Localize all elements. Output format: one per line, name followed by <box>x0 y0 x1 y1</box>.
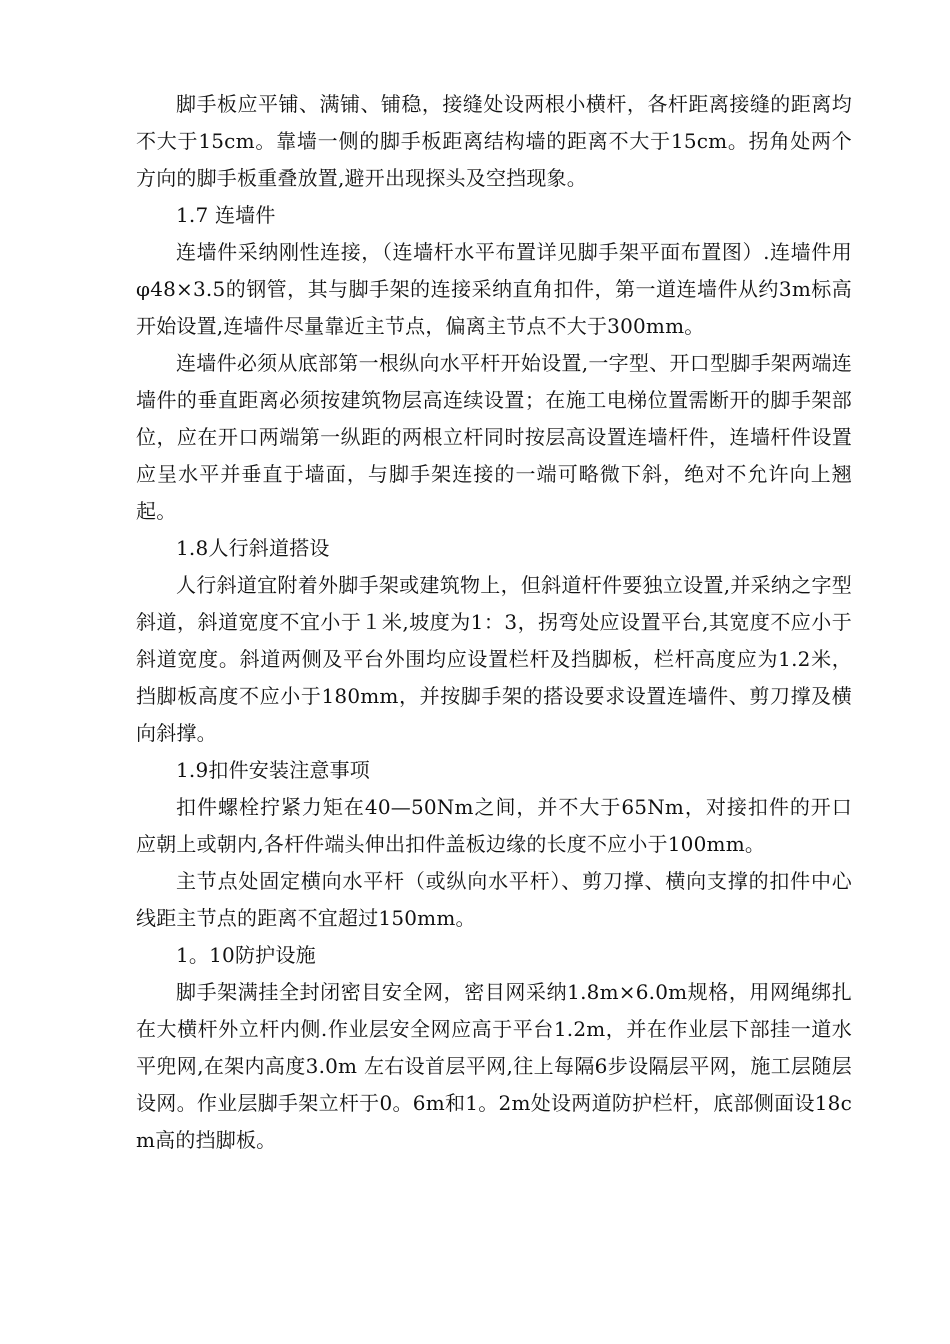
heading-ramp: 1.8人行斜道搭设 <box>176 536 330 560</box>
paragraph-wall-ties-placement: 连墙件必须从底部第一根纵向水平杆开始设置,一字型、开口型脚手架两端连墙件的垂直距离必须按建筑物层高连续设置；在施工电梯位置需断开的脚手架部位，应在开口两端第一纵距的两根立杆同时按层高设置连墙杆件，连墙杆件设置应呈水平并垂直于墙面，与脚手架连接的一端可略微下斜，绝对不允许向上翘起。 <box>136 351 852 523</box>
paragraph-couplers-node: 主节点处固定横向水平杆（或纵向水平杆）、剪刀撑、横向支撑的扣件中心线距主节点的距离不宜超过150mm。 <box>136 869 852 930</box>
paragraph-protection: 脚手架满挂全封闭密目安全网，密目网采纳1.8m×6.0m规格，用网绳绑扎在大横杆外立杆内侧.作业层安全网应高于平台1.2m，并在作业层下部挂一道水平兜网,在架内高度3.0m 左右设首层平网,往上每隔6步设隔层平网，施工层随层设网。作业层脚手架立杆于0。6m和1。2m处设两道防护栏杆，底部侧面设18cm高的挡脚板。 <box>136 980 852 1152</box>
heading-couplers: 1.9扣件安装注意事项 <box>176 758 371 782</box>
heading-protection: 1。10防护设施 <box>176 943 316 967</box>
paragraph-couplers-torque: 扣件螺栓拧紧力矩在40—50Nm之间，并不大于65Nm，对接扣件的开口应朝上或朝内,各杆件端头伸出扣件盖板边缘的长度不应小于100mm。 <box>136 795 852 856</box>
document-page <box>136 86 852 1159</box>
paragraph-scaffold-boards: 脚手板应平铺、满铺、铺稳，接缝处设两根小横杆，各杆距离接缝的距离均不大于15cm。靠墙一侧的脚手板距离结构墙的距离不大于15cm。拐角处两个方向的脚手板重叠放置,避开出现探头及空挡现象。 <box>136 92 852 190</box>
heading-wall-ties: 1.7 连墙件 <box>176 203 276 227</box>
paragraph-wall-ties-rigid: 连墙件采纳刚性连接，（连墙杆水平布置详见脚手架平面布置图）.连墙件用φ48×3.5的钢管，其与脚手架的连接采纳直角扣件，第一道连墙件从约3m标高开始设置,连墙件尽量靠近主节点，偏离主节点不大于300mm。 <box>136 240 852 338</box>
paragraph-ramp: 人行斜道宜附着外脚手架或建筑物上，但斜道杆件要独立设置,并采纳之字型斜道，斜道宽度不宜小于１米,坡度为1：3，拐弯处应设置平台,其宽度不应小于斜道宽度。斜道两侧及平台外围均应设置栏杆及挡脚板，栏杆高度应为1.2米，挡脚板高度不应小于180mm，并按脚手架的搭设要求设置连墙件、剪刀撑及横向斜撑。 <box>136 573 852 745</box>
